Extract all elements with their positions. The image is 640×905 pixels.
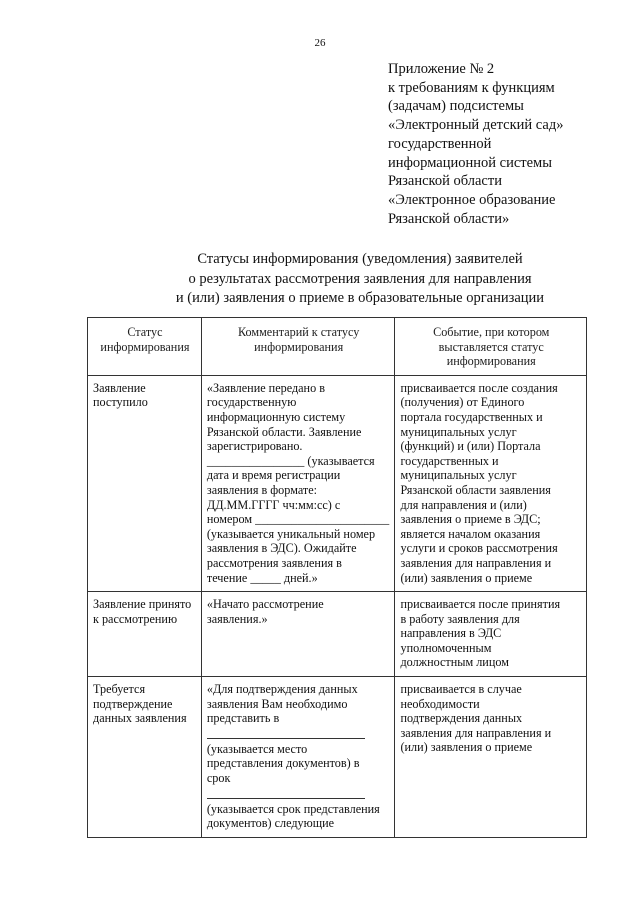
header-comment — [201, 318, 395, 376]
cell-line: (указывается место — [206, 741, 308, 756]
appendix-line: (задачам) подсистемы — [388, 98, 524, 115]
cell-line: дата и время регистрации — [206, 468, 341, 483]
table-row — [88, 677, 587, 838]
status-cell — [88, 375, 202, 591]
appendix-block — [388, 60, 628, 228]
event-cell — [395, 677, 587, 838]
header-line: информирования — [446, 354, 536, 369]
status-cell — [88, 677, 202, 838]
status-cell — [88, 592, 202, 677]
cell-line: (получения) от Единого — [400, 395, 525, 410]
cell-line: «Начато рассмотрение — [206, 597, 324, 612]
blank-line — [207, 728, 365, 739]
cell-line: представления документов) в — [206, 756, 360, 771]
cell-line: (или) заявления о приеме — [400, 740, 533, 755]
cell-line: заявления Вам необходимо — [206, 696, 348, 711]
cell-line: муниципальных услуг — [400, 424, 517, 439]
cell-line: заявления в формате: — [206, 482, 318, 497]
comment-cell — [201, 592, 395, 677]
cell-line: муниципальных услуг — [400, 468, 517, 483]
appendix-line: Рязанской области» — [388, 210, 510, 227]
event-cell — [395, 592, 587, 677]
cell-line: подтверждение — [93, 696, 173, 711]
cell-line: ДД.ММ.ГГГГ чч:мм:сс) с — [206, 497, 341, 512]
cell-line: заявления для направления и — [400, 725, 552, 740]
cell-line: государственных и — [400, 453, 499, 468]
header-event — [395, 318, 587, 376]
appendix-line: Приложение № 2 — [388, 61, 495, 77]
cell-line: информационную систему — [206, 409, 346, 424]
blank-line — [207, 788, 365, 799]
title-line: о результатах рассмотрения заявления для направления — [188, 270, 532, 287]
cell-line: срок — [206, 771, 231, 786]
cell-line: Рязанской области заявления — [400, 482, 551, 497]
cell-line: заявления в ЭДС). Ожидайте — [206, 541, 357, 556]
title-line: Статусы информирования (уведомления) заявителей — [197, 251, 523, 267]
cell-line: данных заявления — [93, 711, 187, 726]
header-line: Статус — [127, 325, 163, 339]
cell-line: (указывается уникальный номер — [206, 526, 376, 541]
document-title — [100, 250, 620, 309]
appendix-line: к требованиям к функциям — [388, 79, 555, 96]
comment-cell — [201, 375, 395, 591]
table-row — [88, 375, 587, 591]
appendix-line: «Электронное образование — [388, 191, 556, 208]
cell-line: номером ______________________ — [206, 512, 390, 527]
cell-line: (функций) и (или) Портала — [400, 439, 541, 454]
page-number: 26 — [314, 37, 326, 49]
cell-line: к рассмотрению — [93, 611, 178, 626]
appendix-line: «Электронный детский сад» — [388, 117, 564, 134]
cell-line: Заявление принято — [93, 597, 192, 612]
appendix-line: информационной системы — [388, 154, 552, 171]
table-row — [88, 592, 587, 677]
cell-line: рассмотрения заявления в — [206, 555, 342, 570]
header-line: Событие, при котором — [433, 325, 550, 339]
status-table — [87, 317, 587, 838]
header-line: выставляется статус — [438, 339, 544, 354]
cell-line: течение _____ дней.» — [206, 570, 318, 585]
cell-line: подтверждения данных — [400, 711, 523, 726]
cell-line: Заявление — [93, 380, 146, 395]
cell-line: (указывается срок представления — [206, 801, 380, 816]
header-line: Комментарий к статусу — [237, 325, 360, 339]
cell-line: должностным лицом — [400, 655, 509, 670]
cell-line: (или) заявления о приеме — [400, 570, 533, 585]
cell-line: является началом оказания — [400, 526, 541, 541]
cell-line: «Для подтверждения данных — [206, 682, 358, 697]
cell-line: представить в — [206, 711, 280, 726]
cell-line: заявления.» — [206, 611, 268, 626]
cell-line: услуги и сроков рассмотрения — [400, 541, 558, 556]
cell-line: для направления и (или) — [400, 497, 527, 512]
title-line: и (или) заявления о приеме в образовательные организации — [175, 290, 545, 306]
cell-line: присваивается после создания — [400, 380, 558, 395]
comment-cell — [201, 677, 395, 838]
cell-line: в работу заявления для — [400, 611, 520, 626]
cell-line: Рязанской области. Заявление — [206, 424, 362, 439]
cell-line: присваивается в случае — [400, 682, 522, 697]
appendix-line: Рязанской области — [388, 173, 502, 190]
cell-line: необходимости — [400, 696, 480, 711]
cell-line: поступило — [93, 395, 148, 410]
cell-line: присваивается после принятия — [400, 597, 561, 612]
cell-line: уполномоченным — [400, 640, 492, 655]
table-header-row — [88, 318, 587, 376]
cell-line: ________________ (указывается — [206, 453, 375, 468]
header-status — [88, 318, 202, 376]
header-line: информирования — [254, 339, 344, 354]
cell-line: заявления для направления и — [400, 555, 552, 570]
header-line: информирования — [100, 339, 190, 354]
cell-line: заявления о приеме в ЭДС; — [400, 512, 541, 527]
cell-line: документов) следующие — [206, 816, 335, 831]
cell-line: портала государственных и — [400, 409, 543, 424]
cell-line: Требуется — [93, 682, 146, 697]
cell-line: направления в ЭДС — [400, 626, 502, 641]
cell-line: государственную — [206, 395, 297, 410]
appendix-line: государственной — [388, 135, 492, 152]
cell-line: зарегистрировано. — [206, 439, 303, 454]
cell-line: «Заявление передано в — [206, 380, 325, 395]
event-cell — [395, 375, 587, 591]
